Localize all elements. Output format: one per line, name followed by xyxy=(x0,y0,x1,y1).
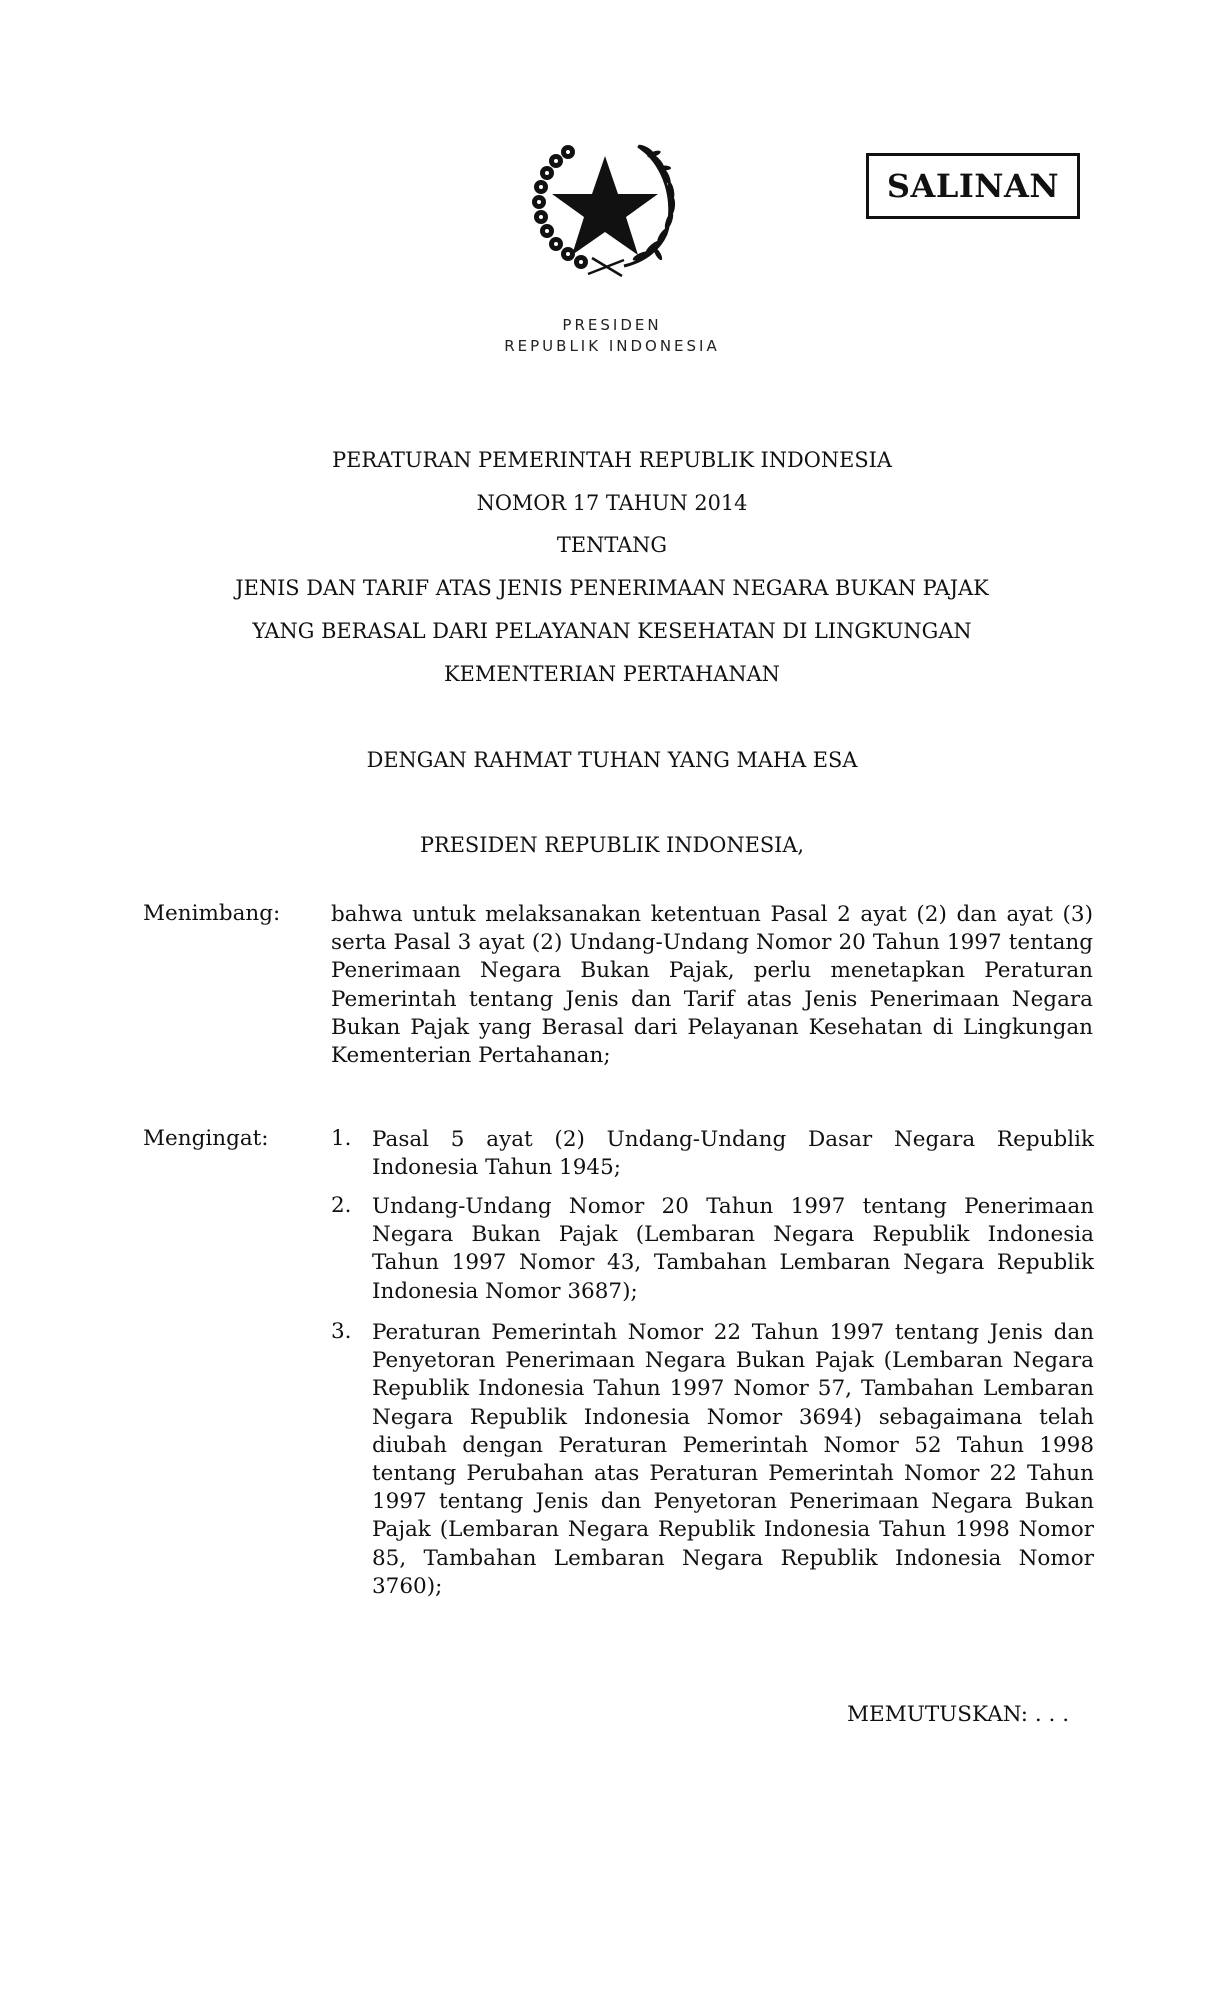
regulation-number: NOMOR 17 TAHUN 2014 xyxy=(476,491,748,516)
mengingat-item-3: Peraturan Pemerintah Nomor 22 Tahun 1997 tentang Jenis dan Penyetoran Penerimaan Negara Bukan Pajak (Lembaran Negara Republik Indonesia Tahun 1997 Nomor 57, Tambahan Lembaran Negara Republik Indonesia Nomor 3694) sebagaimana telah diubah dengan Peraturan Pemerintah Nomor 52 Tahun 1998 tentang Perubahan atas Peraturan Pemerintah Nomor 22 Tahun 1997 tentang Jenis dan Penyetoran Penerimaan Negara Bukan Pajak (Lembaran Negara Republik Indonesia Tahun 1998 Nomor 85, Tambahan Lembaran Negara Republik Indonesia Nomor 3760); xyxy=(372,1320,1094,1599)
salinan-stamp: SALINAN xyxy=(866,153,1080,219)
menimbang-label: Menimbang: xyxy=(143,901,281,926)
presidential-emblem-icon xyxy=(526,134,684,282)
mengingat-label: Mengingat: xyxy=(143,1126,269,1151)
mengingat-item-3-number: 3. xyxy=(331,1319,352,1344)
regulation-subject-line-3: KEMENTERIAN PERTAHANAN xyxy=(444,662,780,687)
regulation-tentang: TENTANG xyxy=(556,533,668,558)
regulation-subject-line-2: YANG BERASAL DARI PELAYANAN KESEHATAN DI LINGKUNGAN xyxy=(252,619,972,644)
mengingat-item-1-number: 1. xyxy=(331,1126,352,1151)
mengingat-item-2-number: 2. xyxy=(331,1193,352,1218)
mengingat-item-2: Undang-Undang Nomor 20 Tahun 1997 tentang Penerimaan Negara Bukan Pajak (Lembaran Negara Republik Indonesia Tahun 1997 Nomor 43, Tambahan Lembaran Negara Republik Indonesia Nomor 3687); xyxy=(372,1194,1094,1304)
page-continuation: MEMUTUSKAN: . . . xyxy=(847,1702,1070,1727)
mengingat-item-1: Pasal 5 ayat (2) Undang-Undang Dasar Negara Republik Indonesia Tahun 1945; xyxy=(372,1127,1094,1181)
regulation-title: PERATURAN PEMERINTAH REPUBLIK INDONESIA xyxy=(332,448,892,473)
seal-label-presiden: PRESIDEN xyxy=(562,316,662,334)
regulation-subject-line-1: JENIS DAN TARIF ATAS JENIS PENERIMAAN NEGARA BUKAN PAJAK xyxy=(235,576,989,601)
seal-label-republik: REPUBLIK INDONESIA xyxy=(504,337,720,355)
invocation: DENGAN RAHMAT TUHAN YANG MAHA ESA xyxy=(366,748,858,773)
menimbang-text: bahwa untuk melaksanakan ketentuan Pasal 2 ayat (2) dan ayat (3) serta Pasal 3 ayat (2) Undang-Undang Nomor 20 Tahun 1997 tentang Penerimaan Negara Bukan Pajak, perlu menetapkan Peraturan Pemerintah tentang Jenis dan Tarif atas Jenis Penerimaan Negara Bukan Pajak yang Berasal dari Pelayanan Kesehatan di Lingkungan Kementerian Pertahanan; xyxy=(331,902,1093,1069)
president-heading: PRESIDEN REPUBLIK INDONESIA, xyxy=(419,833,805,858)
